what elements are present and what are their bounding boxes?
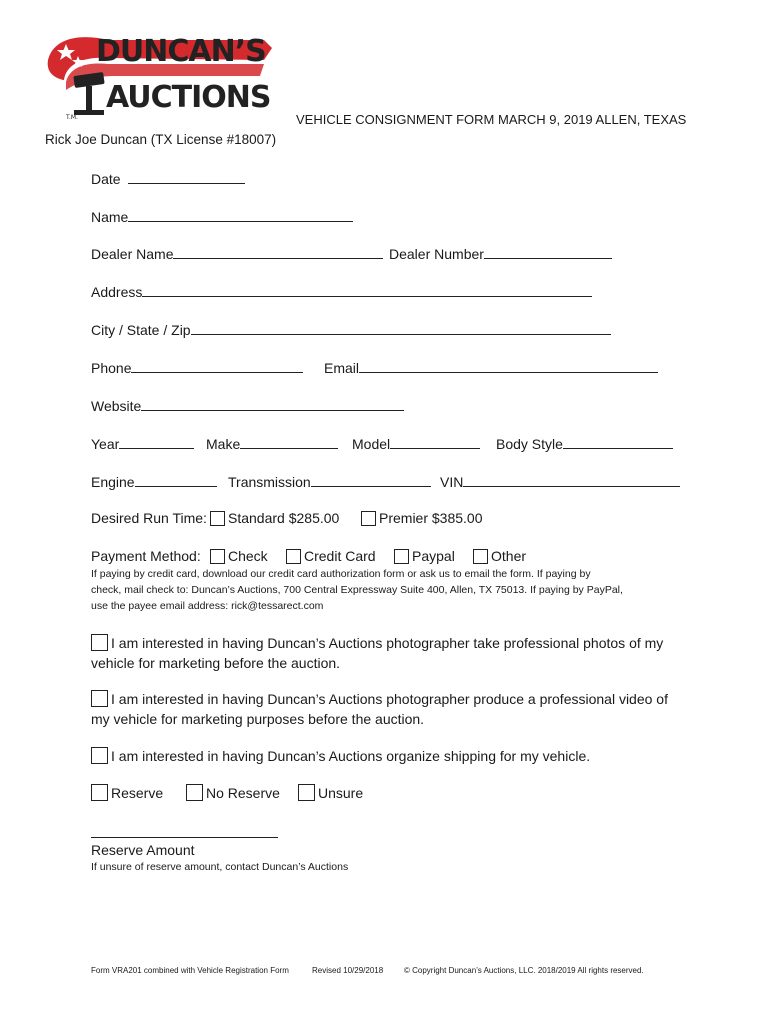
other-checkbox[interactable] xyxy=(473,549,488,564)
make-field[interactable] xyxy=(240,435,338,449)
footer-revised: Revised 10/29/2018 xyxy=(312,966,384,975)
paypal-label: Paypal xyxy=(412,548,455,564)
phone-label: Phone xyxy=(91,360,132,376)
name-field[interactable] xyxy=(128,208,353,222)
make-label: Make xyxy=(206,436,241,452)
vin-field[interactable] xyxy=(463,473,680,487)
email-label: Email xyxy=(324,360,360,376)
video-option xyxy=(91,689,668,729)
vin-label: VIN xyxy=(440,474,464,490)
city-state-zip-label: City / State / Zip xyxy=(91,322,191,338)
photos-checkbox[interactable] xyxy=(91,634,108,651)
run-time-row xyxy=(91,510,207,526)
shipping-option xyxy=(91,746,590,766)
check-label: Check xyxy=(228,548,268,564)
dealer-number-group xyxy=(389,245,612,262)
shipping-checkbox[interactable] xyxy=(91,747,108,764)
vin-group xyxy=(440,473,680,490)
footer-copyright: © Copyright Duncan’s Auctions, LLC. 2018/2019 All rights reserved. xyxy=(404,966,644,975)
dealer-name-label: Dealer Name xyxy=(91,246,174,262)
reserve-label: Reserve xyxy=(111,785,164,801)
photos-option xyxy=(91,633,663,673)
payment-note-line3: use the payee email address: rick@tessarect.com xyxy=(91,600,324,612)
standard-label: Standard $285.00 xyxy=(228,510,340,526)
payment-other[interactable] xyxy=(473,548,526,564)
name-label: Name xyxy=(91,209,129,225)
unsure-checkbox[interactable] xyxy=(298,784,315,801)
address-row xyxy=(91,283,592,300)
reserve-checkbox[interactable] xyxy=(91,784,108,801)
payment-check[interactable] xyxy=(210,548,268,564)
unsure-label: Unsure xyxy=(318,785,364,801)
engine-group xyxy=(91,473,217,490)
date-row xyxy=(91,170,245,187)
credit-card-checkbox[interactable] xyxy=(286,549,301,564)
email-field[interactable] xyxy=(359,359,658,373)
no-reserve-label: No Reserve xyxy=(206,785,280,801)
check-checkbox[interactable] xyxy=(210,549,225,564)
dealer-number-field[interactable] xyxy=(484,245,612,259)
model-group xyxy=(352,435,480,452)
date-field[interactable] xyxy=(128,170,245,184)
transmission-field[interactable] xyxy=(311,473,431,487)
payment-note xyxy=(91,566,691,614)
video-line2: my vehicle for marketing purposes before the auction. xyxy=(91,711,425,727)
address-label: Address xyxy=(91,284,143,300)
dealer-row xyxy=(91,245,383,262)
payment-note-line2: check, mail check to: Duncan’s Auctions, 700 Central Expressway Suite 400, Allen, TX 75013. If paying by PayPal, xyxy=(91,584,623,596)
shipping-label: I am interested in having Duncan’s Auctions organize shipping for my vehicle. xyxy=(111,748,591,764)
payment-credit-card[interactable] xyxy=(286,548,376,564)
premier-checkbox[interactable] xyxy=(361,511,376,526)
payment-note-line1: If paying by credit card, download our credit card authorization form or ask us to email the form. If paying by xyxy=(91,568,591,580)
footer-form-id: Form VRA201 combined with Vehicle Registration Form xyxy=(91,966,289,975)
address-field[interactable] xyxy=(142,283,592,297)
body-style-field[interactable] xyxy=(563,435,673,449)
website-row xyxy=(91,397,404,414)
payment-row xyxy=(91,548,201,564)
year-label: Year xyxy=(91,436,120,452)
website-label: Website xyxy=(91,398,142,414)
duncans-auctions-logo xyxy=(44,30,276,126)
model-field[interactable] xyxy=(390,435,480,449)
phone-field[interactable] xyxy=(131,359,303,373)
logo-line2: AUCTIONS xyxy=(106,80,271,115)
year-group xyxy=(91,435,194,452)
trademark-mark: T.M. xyxy=(66,114,78,121)
reserve-amount-note: If unsure of reserve amount, contact Duncan’s Auctions xyxy=(91,861,349,873)
body-style-label: Body Style xyxy=(496,436,563,452)
video-checkbox[interactable] xyxy=(91,690,108,707)
run-time-standard[interactable] xyxy=(210,510,339,526)
payment-paypal[interactable] xyxy=(394,548,455,564)
body-style-group xyxy=(496,435,673,452)
transmission-group xyxy=(228,473,431,490)
dealer-number-label: Dealer Number xyxy=(389,246,484,262)
reserve-option[interactable] xyxy=(91,784,163,801)
engine-label: Engine xyxy=(91,474,135,490)
paypal-checkbox[interactable] xyxy=(394,549,409,564)
logo-line1: DUNCAN’S xyxy=(96,34,266,69)
engine-field[interactable] xyxy=(135,473,217,487)
video-line1: I am interested in having Duncan’s Auctions photographer produce a professional video of xyxy=(111,691,668,707)
payment-label: Payment Method: xyxy=(91,548,201,564)
make-group xyxy=(206,435,338,452)
reserve-amount-label: Reserve Amount xyxy=(91,842,195,858)
premier-label: Premier $385.00 xyxy=(379,510,483,526)
standard-checkbox[interactable] xyxy=(210,511,225,526)
run-time-label: Desired Run Time: xyxy=(91,510,207,526)
no-reserve-checkbox[interactable] xyxy=(186,784,203,801)
year-field[interactable] xyxy=(119,435,194,449)
website-field[interactable] xyxy=(141,397,404,411)
transmission-label: Transmission xyxy=(228,474,311,490)
auctioneer-license: Rick Joe Duncan (TX License #18007) xyxy=(45,132,277,147)
no-reserve-option[interactable] xyxy=(186,784,280,801)
date-label: Date xyxy=(91,171,121,187)
unsure-option[interactable] xyxy=(298,784,363,801)
reserve-amount-field[interactable] xyxy=(91,837,278,838)
photos-line1: I am interested in having Duncan’s Auctions photographer take professional photos of my xyxy=(111,635,664,651)
dealer-name-field[interactable] xyxy=(173,245,383,259)
credit-card-label: Credit Card xyxy=(304,548,376,564)
phone-row xyxy=(91,359,303,376)
name-row xyxy=(91,208,353,225)
email-group xyxy=(324,359,658,376)
model-label: Model xyxy=(352,436,391,452)
photos-line2: vehicle for marketing before the auction. xyxy=(91,655,341,671)
other-label: Other xyxy=(491,548,527,564)
city-state-zip-field[interactable] xyxy=(191,321,611,335)
form-title: VEHICLE CONSIGNMENT FORM MARCH 9, 2019 ALLEN, TEXAS xyxy=(296,112,687,127)
city-state-zip-row xyxy=(91,321,611,338)
run-time-premier[interactable] xyxy=(361,510,483,526)
